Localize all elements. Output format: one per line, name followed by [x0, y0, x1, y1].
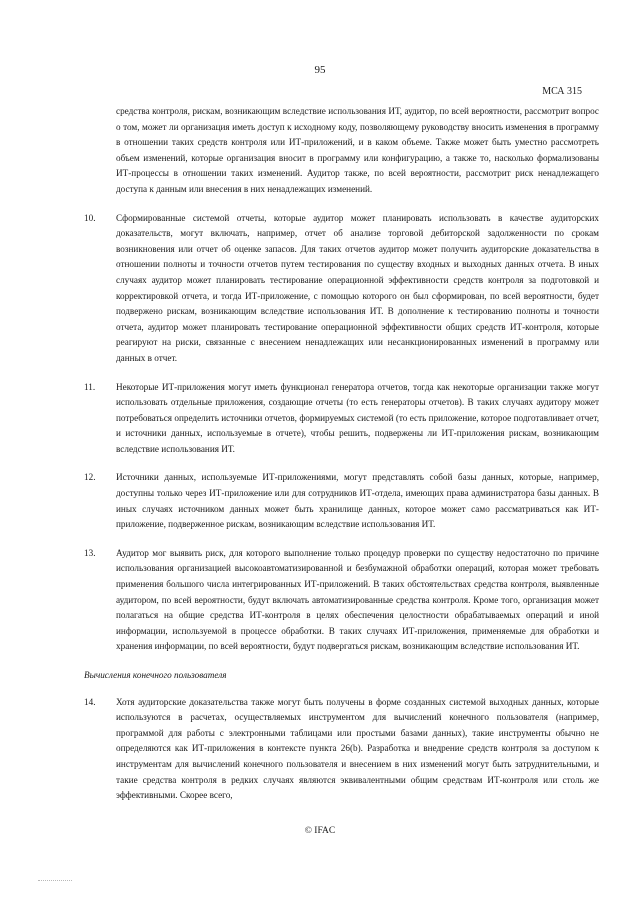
numbered-paragraph-11 — [84, 380, 599, 458]
paragraph-text: Источники данных, используемые ИТ-приложениями, могут представлять собой базы данных, которые, например, доступны только через ИТ-приложение или для сотрудников ИТ-отдела, имеющих права администратора базы данных. В иных случаях источником данных может быть хранилище данных, которое может само рассматриваться как ИТ-приложение, подверженное рискам, возникающим вследствие использования ИТ. — [116, 472, 599, 530]
paragraph-number: 10. — [84, 212, 96, 223]
footer-copyright: © IFAC — [304, 826, 336, 836]
paragraph-text: Сформированные системой отчеты, которые аудитор может планировать использовать в качестве аудиторских доказательств, могут включать, например, отчет об анализе торговой дебиторской задолженности по срокам возникновения или отчет об оценке запасов. Для таких отчетов аудитор может получить аудиторские доказательства в отношении полноты и точности отчетов путем тестирования по существу входных и выходных данных отчета. В иных случаях аудитор может планировать тестирование операционной эффективности средств контроля за подготовкой и корректировкой отчета, и тогда ИТ-приложение, с помощью которого он был сформирован, по всей вероятности, будет подвержено рискам, возникающим вследствие использования ИТ. В дополнение к тестированию полноты и точности отчета, аудитор может планировать тестирование операционной эффективности общих средств ИТ-контроля, которые реагируют на риски, связанные с внесением ненадлежащих или несанкционированных изменений в программу или данных в отчет. — [116, 212, 599, 363]
numbered-paragraph-14 — [84, 695, 599, 804]
paragraph-number: 14. — [84, 696, 96, 707]
paragraph-text: Некоторые ИТ-приложения могут иметь функционал генератора отчетов, тогда как некоторые организации также могут использовать отдельные приложения, создающие отчеты (то есть генераторы отчетов). В таких случаях аудитору может потребоваться определить источники отчетов, формируемых системой (то есть приложение, которое подготавливает отчет, и источники данных, используемые в отчете), чтобы решить, подвержены ли ИТ-приложения рискам, возникающим вследствие использования ИТ. — [116, 381, 599, 454]
scan-mark — [38, 880, 72, 883]
document-body — [84, 104, 599, 817]
paragraph-number: 13. — [84, 547, 96, 558]
paragraph-text: Аудитор мог выявить риск, для которого выполнение только процедур проверки по существу недостаточно по причине использования организацией высокоавтоматизированной и безбумажной обработки операций, которая может требовать применения большого числа интегрированных ИТ-приложений. В таких обстоятельствах средства контроля, выявленные аудитором, по всей вероятности, будут включать автоматизированные средства контроля. Кроме того, организация может полагаться на общие средства ИТ-контроля в целях обеспечения целостности обрабатываемых операций и иной информации, используемой в процессе обработки. В таких случаях ИТ-приложения, применяемые для обработки и хранения информации, по всей вероятности, будут подвергаться рискам, возникающим вследствие использования ИТ. — [116, 547, 599, 652]
numbered-paragraph-13 — [84, 546, 599, 655]
paragraph-text: Хотя аудиторские доказательства также могут быть получены в форме созданных системой выходных данных, которые используются в расчетах, осуществляемых инструментом для вычислений конечного пользователя (например, программой для работы с электронными таблицами или простыми базами данных), такие инструменты обычно не определяются как ИТ-приложения в контексте пункта 26(b). Разработка и внедрение средств контроля за доступом к инструментам для вычислений конечного пользователя и внесением в них изменений могут быть затруднительными, и такие средства контроля в редких случаях являются эквивалентными общим средствам ИТ-контроля или столь же эффективными. Скорее всего, — [116, 696, 599, 801]
paragraph-number: 11. — [84, 381, 96, 392]
paragraph-number: 12. — [84, 472, 96, 483]
section-heading: Вычисления конечного пользователя — [84, 670, 227, 680]
numbered-paragraph-10 — [84, 211, 599, 367]
numbered-paragraph-12 — [84, 470, 599, 532]
page-number: 95 — [314, 64, 326, 76]
document-code: МСА 315 — [542, 86, 582, 97]
intro-paragraph: средства контроля, рискам, возникающим вследствие использования ИТ, аудитор, по всей вероятности, рассмотрит вопрос о том, может ли организация иметь доступ к исходному коду, позволяющему руководству вносить изменения в программу в отношении таких средств контроля или ИТ-приложений, и в каком объеме. Также может быть уместно рассмотреть объем изменений, которые организация вносит в программу или конфигурацию, а также то, насколько формализованы ИТ-процессы в отношении таких изменений. Аудитор также, по всей вероятности, рассмотрит риск ненадлежащего доступа к данным или внесения в них ненадлежащих изменений. — [116, 106, 599, 194]
